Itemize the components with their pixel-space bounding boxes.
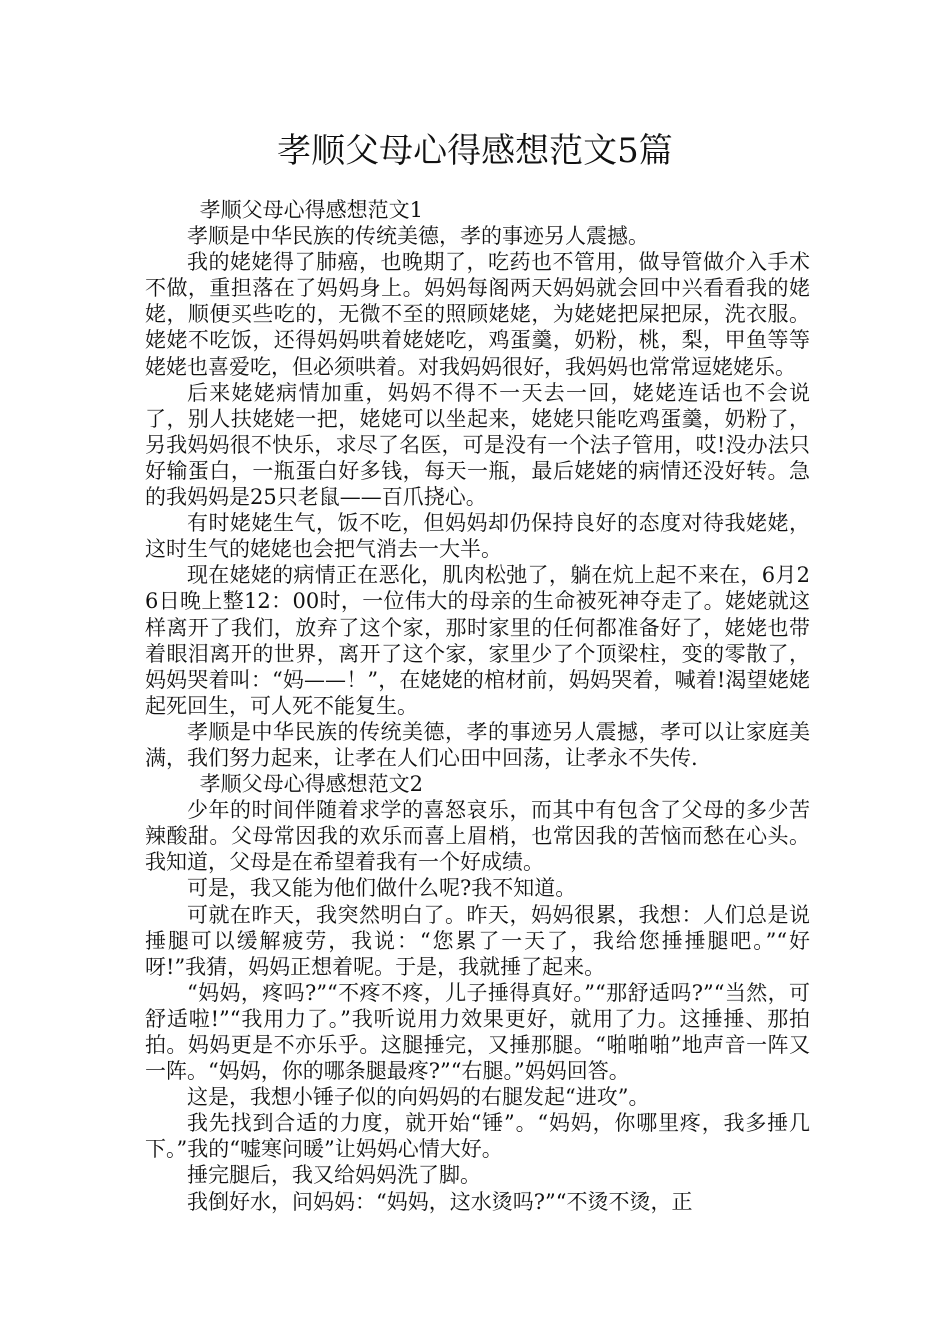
paragraph: 后来姥姥病情加重，妈妈不得不一天去一回，姥姥连话也不会说了，别人扶姥姥一把，姥姥可以坐起来，姥姥只能吃鸡蛋羹，奶粉了，另我妈妈很不快乐，求尽了名医，可是没有一个法子管用，哎!没办法只好输蛋白，一瓶蛋白好多钱，每天一瓶，最后姥姥的病情还没好转。急的我妈妈是25只老鼠——百爪挠心。 <box>145 380 810 510</box>
paragraph: 我倒好水，问妈妈：“妈妈，这水烫吗?”“不烫不烫，正 <box>187 1189 693 1214</box>
paragraph: 我的姥姥得了肺癌，也晚期了，吃药也不管用，做导管做介入手术不做，重担落在了妈妈身上。妈妈每阁两天妈妈就会回中兴看看我的姥姥，顺便买些吃的，无微不至的照顾姥姥，为姥姥把屎把尿，洗衣服。姥姥不吃饭，还得妈妈哄着姥姥吃，鸡蛋羹，奶粉，桃，梨，甲鱼等等姥姥也喜爱吃，但必须哄着。对我妈妈很好，我妈妈也常常逗姥姥乐。 <box>145 250 810 379</box>
paragraph: 可就在昨天，我突然明白了。昨天，妈妈很累，我想：人们总是说捶腿可以缓解疲劳，我说：“您累了一天了，我给您捶捶腿吧。”“好呀!”我猜，妈妈正想着呢。于是，我就捶了起来。 <box>145 902 810 979</box>
paragraph: 有时姥姥生气，饭不吃，但妈妈却仍保持良好的态度对待我姥姥，这时生气的姥姥也会把气消去一大半。 <box>145 511 810 562</box>
paragraph: 孝顺是中华民族的传统美德，孝的事迹另人震撼。 <box>187 224 649 249</box>
document-body <box>145 197 810 1215</box>
paragraph: 少年的时间伴随着求学的喜怒哀乐，而其中有包含了父母的多少苦辣酸甜。父母常因我的欢乐而喜上眉梢，也常因我的苦恼而愁在心头。我知道，父母是在希望着我有一个好成绩。 <box>145 798 810 875</box>
document-title: 孝顺父母心得感想范文5篇 <box>277 131 673 171</box>
paragraph: 捶完腿后，我又给妈妈洗了脚。 <box>187 1163 481 1188</box>
paragraph: 现在姥姥的病情正在恶化，肌肉松弛了，躺在炕上起不来在，6月26日晚上整12：00时，一位伟大的母亲的生命被死神夺走了。姥姥就这样离开了我们，放弃了这个家，那时家里的任何都准备好了，姥姥也带着眼泪离开的世界，离开了这个家，家里少了个顶梁柱，变的零散了，妈妈哭着叫：“妈——！”，在姥姥的棺材前，妈妈哭着，喊着!渴望姥姥起死回生，可人死不能复生。 <box>145 563 810 718</box>
section-heading-1: 孝顺父母心得感想范文1 <box>199 198 423 222</box>
paragraph: 这是，我想小锤子似的向妈妈的右腿发起“进攻”。 <box>187 1085 650 1110</box>
paragraph: 孝顺是中华民族的传统美德，孝的事迹另人震撼，孝可以让家庭美满，我们努力起来，让孝在人们心田中回荡，让孝永不失传. <box>145 719 810 770</box>
paragraph: 可是，我又能为他们做什么呢?我不知道。 <box>187 876 577 901</box>
paragraph: “妈妈，疼吗?”“不疼不疼，儿子捶得真好。”“那舒适吗?”“当然，可舒适啦!”“我用力了。”我听说用力效果更好，就用了力。这捶捶、那拍拍。妈妈更是不亦乐乎。这腿捶完，又捶那腿。“啪啪啪”地声音一阵又一阵。“妈妈，你的哪条腿最疼?”“右腿。”妈妈回答。 <box>145 980 810 1084</box>
paragraph: 我先找到合适的力度，就开始“锤”。“妈妈，你哪里疼，我多捶几下。”我的“嘘寒问暖”让妈妈心情大好。 <box>145 1111 810 1162</box>
section-heading-2: 孝顺父母心得感想范文2 <box>199 772 423 797</box>
